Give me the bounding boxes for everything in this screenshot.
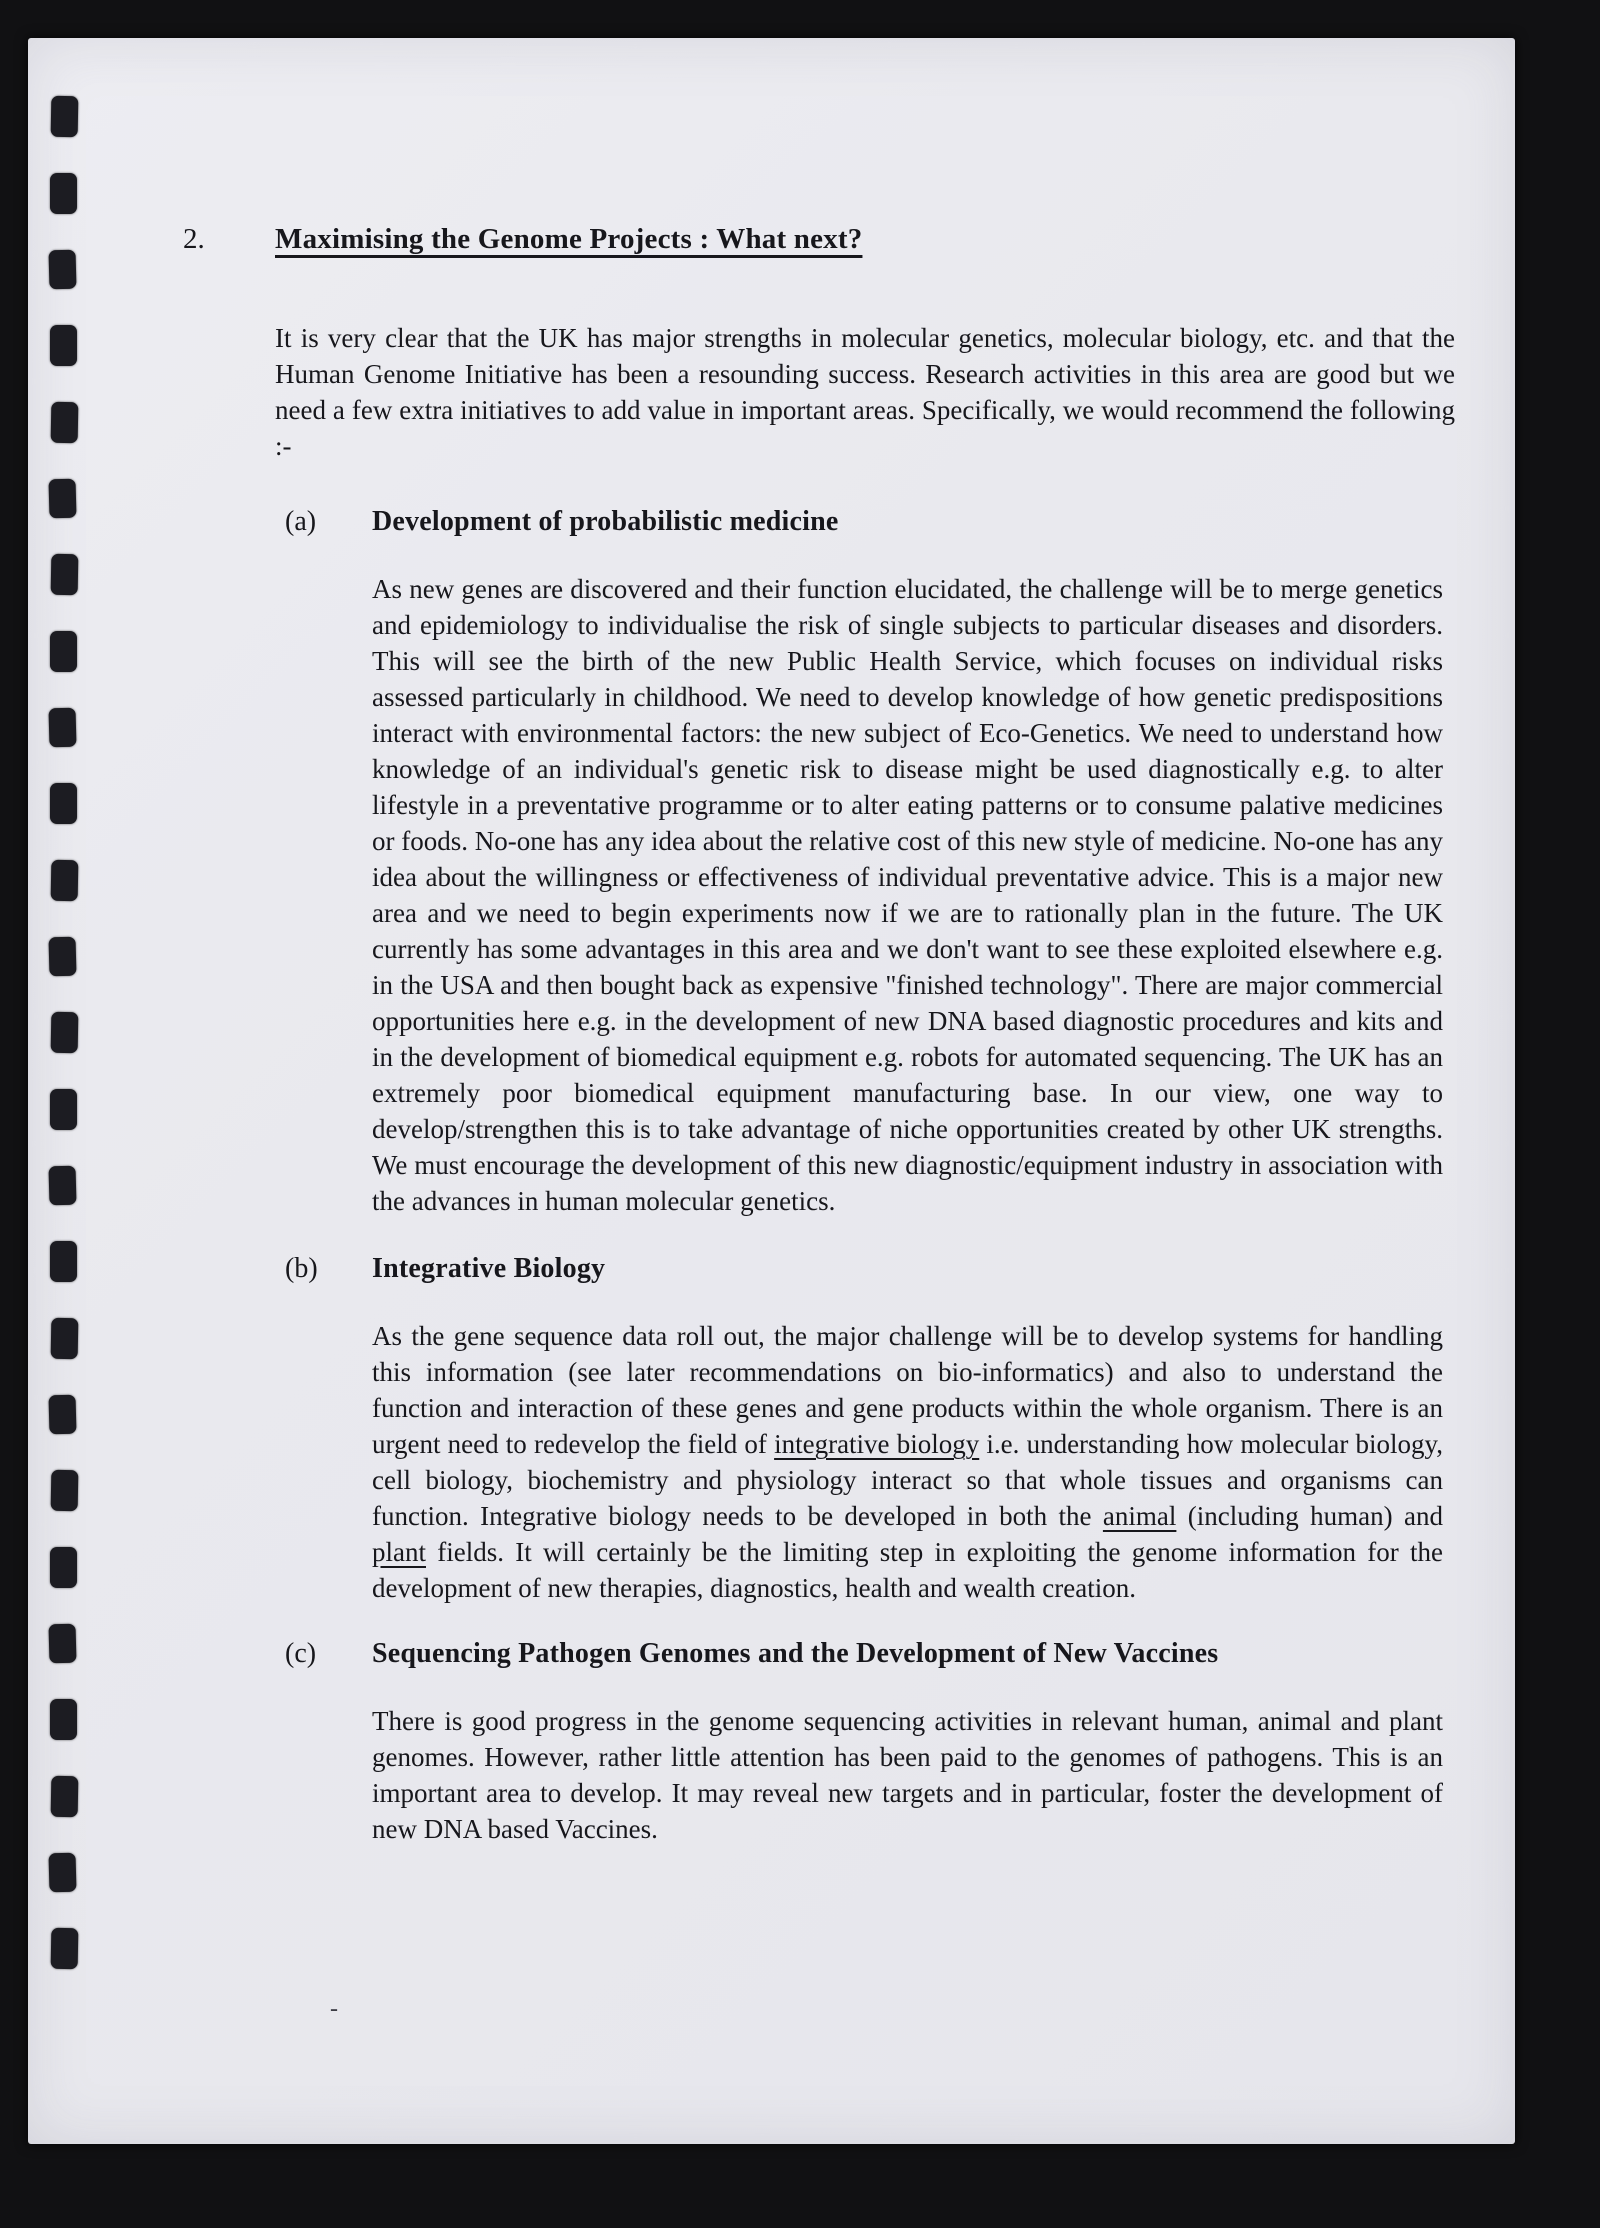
subsection-a-title: Development of probabilistic medicine bbox=[372, 506, 839, 537]
subsection-b bbox=[285, 1251, 1515, 1606]
binder-hole-icon bbox=[51, 1928, 79, 1969]
subsection-b-label: (b) bbox=[285, 1253, 318, 1284]
subsection-c-title: Sequencing Pathogen Genomes and the Development of New Vaccines bbox=[372, 1638, 1219, 1669]
subsection-a-label: (a) bbox=[285, 506, 317, 537]
subsection-c bbox=[285, 1636, 1515, 1847]
subsection-c-body: There is good progress in the genome sequencing activities in relevant human, animal and plant genomes. However, rather little attention has been paid to the genomes of pathogens. This is an important area to develop. It may reveal new targets and in particular, foster the development of new DNA based Vaccines. bbox=[372, 1706, 1443, 1844]
section-heading bbox=[183, 223, 1515, 256]
subsection-b-body: As the gene sequence data roll out, the major challenge will be to develop systems for handling this information (see later recommendations on bio-informatics) and also to understand the function and interaction of these genes and gene products within the whole organism. There is an urgent need to redevelop the field of integrative biology i.e. understanding how molecular biology, cell biology, biochemistry and physiology interact so that whole tissues and organisms can function. Integrative biology needs to be developed in both the animal (including human) and plant fields. It will certainly be the limiting step in exploiting the genome information for the development of new therapies, diagnostics, health and wealth creation. bbox=[372, 1321, 1444, 1603]
document-page bbox=[28, 38, 1515, 2144]
stray-pen-mark: - bbox=[330, 1996, 338, 2022]
subsection-a-body: As new genes are discovered and their function elucidated, the challenge will be to merge genetics and epidemiology to individualise the risk of single subjects to particular diseases and disorders. This will see the birth of the new Public Health Service, which focuses on individual risks assessed particularly in childhood. We need to develop knowledge of how genetic predispositions interact with environmental factors: the new subject of Eco-Genetics. We need to understand how knowledge of an individual's genetic risk to disease might be used diagnostically e.g. to alter lifestyle in a preventative programme or to alter eating patterns or to consume palative medicines or foods. No-one has any idea about the relative cost of this new style of medicine. No-one has any idea about the willingness or effectiveness of individual preventative advice. This is a major new area and we need to begin experiments now if we are to rationally plan in the future. The UK currently has some advantages in this area and we don't want to see these exploited elsewhere e.g. in the USA and then bought back as expensive "finished technology". There are major commercial opportunities here e.g. in the development of new DNA based diagnostic procedures and kits and in the development of biomedical equipment e.g. robots for automated sequencing. The UK has an extremely poor biomedical equipment manufacturing base. In our view, one way to develop/strengthen this is to take advantage of niche opportunities created by other UK strengths. We must encourage the development of this new diagnostic/equipment industry in association with the advances in human molecular genetics. bbox=[372, 574, 1443, 1216]
section-title: Maximising the Genome Projects : What next? bbox=[275, 223, 863, 255]
subsection-b-title: Integrative Biology bbox=[372, 1253, 606, 1284]
subsection-a bbox=[285, 504, 1515, 1219]
intro-paragraph: It is very clear that the UK has major strengths in molecular genetics, molecular biology, etc. and that the Human Genome Initiative has been a resounding success. Research activities in this area are good but we need a few extra initiatives to add value in important areas. Specifically, we would recommend the following :- bbox=[275, 323, 1455, 461]
subsection-c-label: (c) bbox=[285, 1638, 317, 1669]
binder-hole-icon bbox=[48, 1853, 76, 1893]
section-number: 2. bbox=[183, 223, 205, 255]
page-content bbox=[28, 38, 1515, 1847]
